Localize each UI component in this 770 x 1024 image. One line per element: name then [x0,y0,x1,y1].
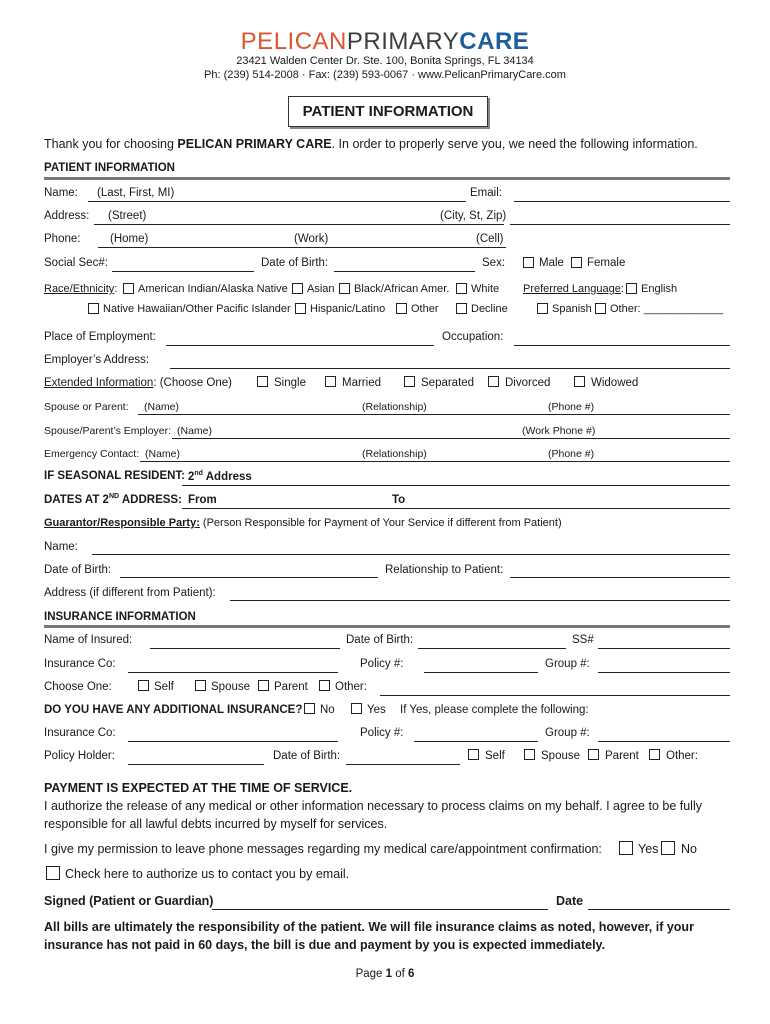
emergency-field[interactable] [140,461,730,462]
dob-label: Date of Birth: [261,257,329,269]
race-hawaiian-checkbox[interactable] [88,303,99,314]
employer-address-field[interactable] [170,368,730,369]
choose-other-checkbox[interactable] [319,680,330,691]
name-hint: (Last, First, MI) [97,187,175,199]
group-2-field[interactable] [598,741,730,742]
page-number: Page 1 of 6 [355,968,415,980]
work-hint: (Work) [294,233,329,245]
spouse-relationship-hint: (Relationship) [362,401,427,413]
insurance-co-label: Insurance Co: [44,658,116,670]
additional-yes-label: Yes [367,704,386,716]
phone-permission-yes-checkbox[interactable] [619,841,633,855]
phone-field[interactable] [98,247,506,248]
policy-holder-label: Policy Holder: [44,750,115,762]
guarantor-address-label: Address (if different from Patient): [44,587,216,599]
female-label: Female [587,257,626,269]
seasonal-address-field[interactable] [182,485,730,486]
phone-permission-text: I give my permission to leave phone messages regarding my medical care/appointment confirmation: [44,842,602,856]
address-field[interactable] [94,224,504,225]
group-field[interactable] [598,672,730,673]
race-white-label: White [471,283,500,295]
home-hint: (Home) [110,233,149,245]
policy-holder-field[interactable] [128,764,264,765]
dates-label: DATES AT 2ND ADDRESS: [44,493,182,506]
logo-care: CARE [459,28,530,55]
choose-one-label: Choose One: [44,681,112,693]
additional-no-label: No [320,704,335,716]
dates-field[interactable] [182,508,730,509]
spouse-employer-label: Spouse/Parent’s Employer: [44,425,172,437]
section-rule [44,177,730,180]
insured-field[interactable] [150,648,340,649]
guarantor-name-label: Name: [44,541,78,553]
guarantor-relationship-field[interactable] [510,577,730,578]
occupation-label: Occupation: [442,331,504,343]
employment-label: Place of Employment: [44,331,156,343]
logo-primary: PRIMARY [346,28,460,55]
choose-other-field[interactable] [380,695,730,696]
holder-spouse-checkbox[interactable] [524,749,535,760]
page-title: PATIENT INFORMATION [288,96,488,127]
lang-spanish-label: Spanish [552,303,592,315]
widowed-label: Widowed [591,377,639,389]
additional-yes-checkbox[interactable] [351,703,362,714]
race-amindian-label: American Indian/Alaska Native [138,283,288,295]
lang-other-label: Other: _____________ [610,303,724,315]
ss-label: SS# [572,634,594,646]
city-hint: (City, St, Zip) [440,210,507,222]
phone-permission-no-checkbox[interactable] [661,841,675,855]
occupation-field[interactable] [514,345,730,346]
race-asian-checkbox[interactable] [292,283,303,294]
from-hint: From [188,494,217,506]
race-label: Race/Ethnicity: [44,283,118,295]
choose-parent-label: Parent [274,681,308,693]
race-other-checkbox[interactable] [396,303,407,314]
divorced-checkbox[interactable] [488,376,499,387]
married-label: Married [342,377,381,389]
authorize-line-1: I authorize the release of any medical or other information necessary to process claims on my behalf. I agree to be fully [44,799,702,813]
ss-field[interactable] [598,648,730,649]
holder-parent-checkbox[interactable] [588,749,599,760]
address-label: Address: [44,210,90,222]
employment-field[interactable] [166,345,434,346]
patient-section-heading: PATIENT INFORMATION [44,162,175,174]
female-checkbox[interactable] [571,257,582,268]
widowed-checkbox[interactable] [574,376,585,387]
guarantor-name-field[interactable] [92,554,730,555]
race-hispanic-checkbox[interactable] [295,303,306,314]
insurance-co-2-label: Insurance Co: [44,727,116,739]
race-black-checkbox[interactable] [339,283,350,294]
separated-label: Separated [421,377,475,389]
race-other-label: Other [411,303,439,315]
race-asian-label: Asian [307,283,335,295]
city-field[interactable] [510,224,730,225]
choose-other-label: Other: [335,681,367,693]
if-yes-note: If Yes, please complete the following: [400,704,589,716]
date-label: Date [556,894,584,908]
race-black-label: Black/African Amer. [354,283,450,295]
name-field[interactable] [88,201,466,202]
section-rule [44,625,730,628]
emergency-name-hint: (Name) [145,448,181,460]
street-hint: (Street) [108,210,147,222]
holder-dob-label: Date of Birth: [273,750,341,762]
guarantor-dob-field[interactable] [120,577,378,578]
email-consent-checkbox[interactable] [46,866,60,880]
separated-checkbox[interactable] [404,376,415,387]
language-label: Preferred Language: [523,283,624,295]
phone-label: Phone: [44,233,81,245]
additional-insurance-question: DO YOU HAVE ANY ADDITIONAL INSURANCE? [44,704,303,716]
employer-address-label: Employer’s Address: [44,354,150,366]
email-label: Email: [470,187,502,199]
choose-self-checkbox[interactable] [138,680,149,691]
choose-self-label: Self [154,681,174,693]
spouse-phone-hint: (Phone #) [548,401,595,413]
signature-field[interactable] [212,909,548,910]
holder-dob-field[interactable] [346,764,460,765]
insurance-co-field[interactable] [128,672,338,673]
policy-label: Policy #: [360,658,404,670]
insurance-section-heading: INSURANCE INFORMATION [44,611,196,623]
insured-dob-field[interactable] [418,648,566,649]
policy-2-label: Policy #: [360,727,404,739]
choose-spouse-label: Spouse [211,681,251,693]
sex-label: Sex: [482,257,506,269]
spouse-employer-name-hint: (Name) [177,425,213,437]
race-white-checkbox[interactable] [456,283,467,294]
policy-field[interactable] [424,672,538,673]
guarantor-dob-label: Date of Birth: [44,564,112,576]
lang-english-checkbox[interactable] [626,283,637,294]
second-address-hint: 2nd Address [188,470,252,483]
race-hispanic-label: Hispanic/Latino [310,303,386,315]
guarantor-heading: Guarantor/Responsible Party: (Person Responsible for Payment of Your Service if different from Patient) [44,517,562,529]
policy-2-field[interactable] [414,741,538,742]
bills-notice-line-2: insurance has not paid in 60 days, the bill is due and payment by you is expected immediately. [44,938,606,952]
payment-heading: PAYMENT IS EXPECTED AT THE TIME OF SERVICE. [44,781,353,795]
race-decline-label: Decline [471,303,508,315]
clinic-address: 23421 Walden Center Dr. Ste. 100, Bonita Springs, FL 34134 [236,55,534,67]
logo-pelican: PELICAN [240,28,347,55]
email-consent-label: Check here to authorize us to contact you by email. [65,867,350,881]
group-2-label: Group #: [545,727,590,739]
email-field[interactable] [514,201,730,202]
to-hint: To [392,494,406,506]
date-field[interactable] [588,909,730,910]
signed-label: Signed (Patient or Guardian) [44,894,214,908]
male-label: Male [539,257,564,269]
ssn-field[interactable] [112,271,254,272]
seasonal-label: IF SEASONAL RESIDENT: [44,470,185,482]
dob-field[interactable] [334,271,475,272]
insurance-co-2-field[interactable] [128,741,338,742]
divorced-label: Divorced [505,377,551,389]
phone-permission-yes-label: Yes [638,842,659,856]
lang-other-checkbox[interactable] [595,303,606,314]
emergency-relationship-hint: (Relationship) [362,448,427,460]
clinic-logo [0,30,770,54]
holder-spouse-label: Spouse [541,750,581,762]
holder-self-label: Self [485,750,505,762]
holder-other-checkbox[interactable] [649,749,660,760]
spouse-employer-phone-hint: (Work Phone #) [522,425,596,437]
holder-other-label: Other: [666,750,698,762]
married-checkbox[interactable] [325,376,336,387]
race-decline-checkbox[interactable] [456,303,467,314]
race-amindian-checkbox[interactable] [123,283,134,294]
emergency-phone-hint: (Phone #) [548,448,595,460]
race-hawaiian-label: Native Hawaiian/Other Pacific Islander [103,303,291,315]
single-checkbox[interactable] [257,376,268,387]
emergency-label: Emergency Contact: [44,448,140,460]
insured-label: Name of Insured: [44,634,133,646]
spouse-label: Spouse or Parent: [44,401,129,413]
lang-english-label: English [641,283,678,295]
clinic-contact: Ph: (239) 514-2008 · Fax: (239) 593-0067 · www.PelicanPrimaryCare.com [204,69,566,81]
name-label: Name: [44,187,78,199]
holder-self-checkbox[interactable] [468,749,479,760]
group-label: Group #: [545,658,590,670]
bills-notice-line-1: All bills are ultimately the responsibility of the patient. We will file insurance claims as noted, however, if your [44,920,694,934]
additional-no-checkbox[interactable] [304,703,315,714]
choose-parent-checkbox[interactable] [258,680,269,691]
intro-text: Thank you for choosing PELICAN PRIMARY CARE. In order to properly serve you, we need the following information. [44,137,698,151]
spouse-name-hint: (Name) [144,401,180,413]
guarantor-relationship-label: Relationship to Patient: [385,564,504,576]
phone-permission-no-label: No [681,842,697,856]
lang-spanish-checkbox[interactable] [537,303,548,314]
authorize-line-2: responsible for all lawful debts incurred by myself for services. [44,817,388,831]
extended-label: Extended Information: (Choose One) [44,377,232,389]
spouse-field[interactable] [138,414,730,415]
insured-dob-label: Date of Birth: [346,634,414,646]
cell-hint: (Cell) [476,233,504,245]
holder-parent-label: Parent [605,750,639,762]
guarantor-address-field[interactable] [230,600,730,601]
spouse-employer-field[interactable] [172,438,730,439]
ssn-label: Social Sec#: [44,257,108,269]
single-label: Single [274,377,306,389]
choose-spouse-checkbox[interactable] [195,680,206,691]
male-checkbox[interactable] [523,257,534,268]
